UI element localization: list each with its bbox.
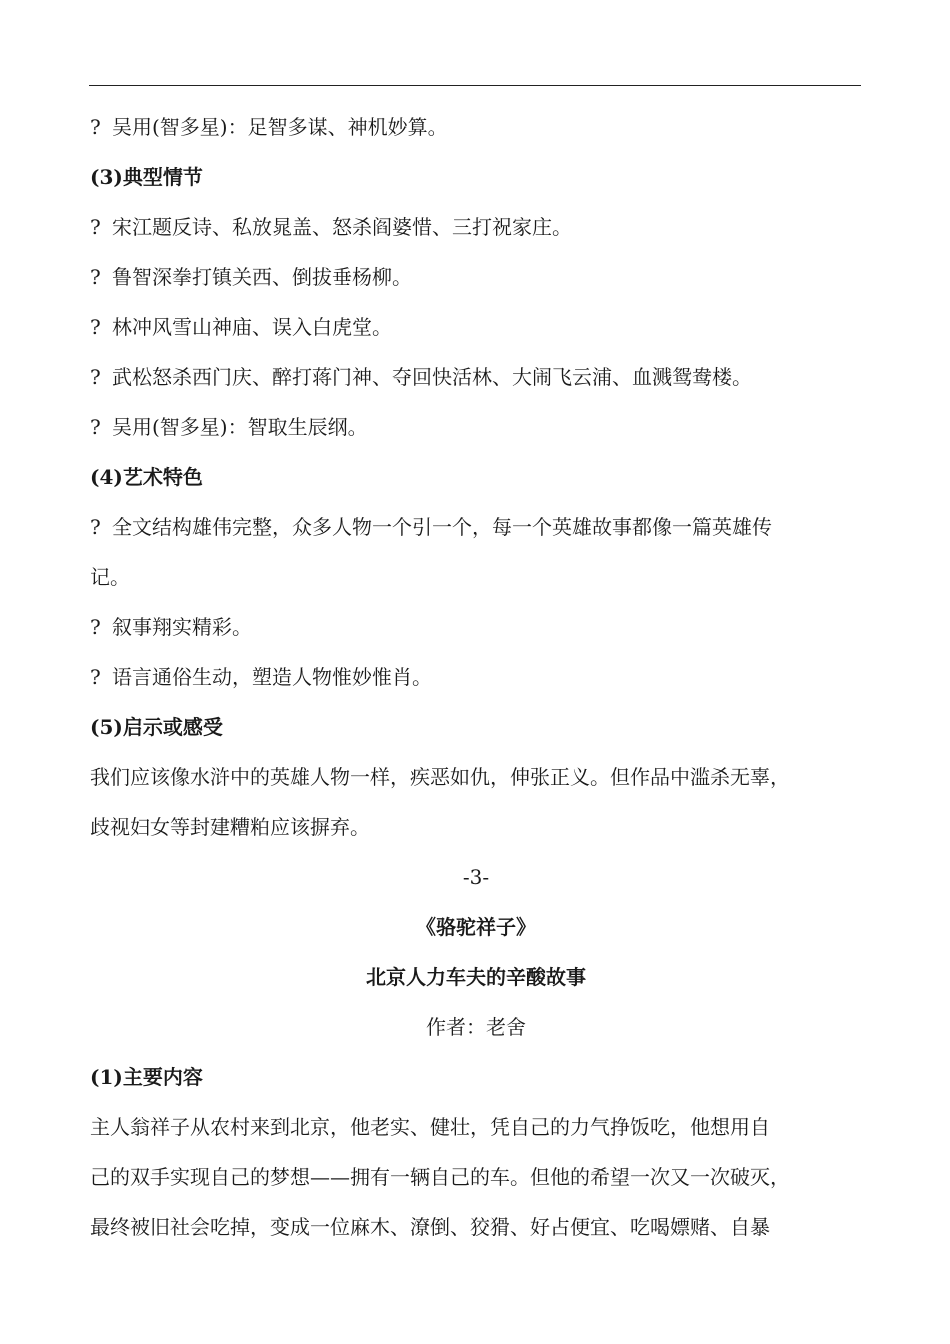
bullet-line-songjiang — [90, 212, 865, 242]
header-rule — [89, 85, 861, 86]
line-text: 武松怒杀西门庆、醉打蒋门神、夺回快活林、大闹飞云浦、血溅鸳鸯楼。 — [112, 365, 752, 389]
book-author: 作者：老舍 — [426, 1015, 526, 1039]
book-title: 《骆驼祥子》 — [416, 915, 536, 939]
bullet-line-linchong — [90, 312, 865, 342]
paragraph-summary-line1: 主人翁祥子从农村来到北京，他老实、健壮，凭自己的力气挣饭吃，他想用自 — [90, 1115, 770, 1139]
line-text: 吴用(智多星)：智取生辰纲。 — [112, 415, 368, 439]
line-text: 宋江题反诗、私放晁盖、怒杀阎婆惜、三打祝家庄。 — [112, 215, 572, 239]
heading-main-content: (1)主要内容 — [90, 1065, 203, 1089]
bullet-line-wuyong-plot — [90, 412, 865, 442]
book-subtitle: 北京人力车夫的辛酸故事 — [366, 965, 586, 989]
line-text: 吴用(智多星)：足智多谋、神机妙算。 — [112, 115, 448, 139]
bullet-line-language — [90, 662, 865, 692]
line-text: 林冲风雪山神庙、误入白虎堂。 — [112, 315, 392, 339]
heading-typical-plots: (3)典型情节 — [90, 165, 203, 189]
bullet-line-wuyong-traits — [90, 112, 865, 142]
bullet-marker: ? — [90, 115, 101, 139]
bullet-marker: ? — [90, 315, 101, 339]
paragraph-summary-line3: 最终被旧社会吃掉，变成一位麻木、潦倒、狡猾、好占便宜、吃喝嫖赌、自暴 — [90, 1215, 770, 1239]
paragraph-inspiration-line1: 我们应该像水浒中的英雄人物一样，疾恶如仇，伸张正义。但作品中滥杀无辜， — [90, 765, 790, 789]
section-number: -3- — [462, 865, 490, 889]
paragraph-inspiration-line2: 歧视妇女等封建糟粕应该摒弃。 — [90, 815, 370, 839]
bullet-marker: ? — [90, 515, 101, 539]
bullet-marker: ? — [90, 615, 101, 639]
bullet-line-wusong — [90, 362, 865, 392]
paragraph-summary-line2: 己的双手实现自己的梦想——拥有一辆自己的车。但他的希望一次又一次破灭， — [90, 1165, 790, 1189]
line-text: 语言通俗生动，塑造人物惟妙惟肖。 — [112, 665, 432, 689]
heading-artistic-features: (4)艺术特色 — [90, 465, 203, 489]
bullet-line-narrative — [90, 612, 865, 642]
bullet-marker: ? — [90, 265, 101, 289]
line-text: 鲁智深拳打镇关西、倒拔垂杨柳。 — [112, 265, 412, 289]
bullet-marker: ? — [90, 665, 101, 689]
heading-inspiration: (5)启示或感受 — [90, 715, 223, 739]
line-text: 全文结构雄伟完整，众多人物一个引一个，每一个英雄故事都像一篇英雄传 — [112, 515, 772, 539]
line-text: 叙事翔实精彩。 — [112, 615, 252, 639]
bullet-marker: ? — [90, 415, 101, 439]
bullet-marker: ? — [90, 215, 101, 239]
bullet-marker: ? — [90, 365, 101, 389]
line-structure-continued: 记。 — [90, 565, 130, 589]
bullet-line-luzhishen — [90, 262, 865, 292]
bullet-line-structure — [90, 512, 865, 542]
